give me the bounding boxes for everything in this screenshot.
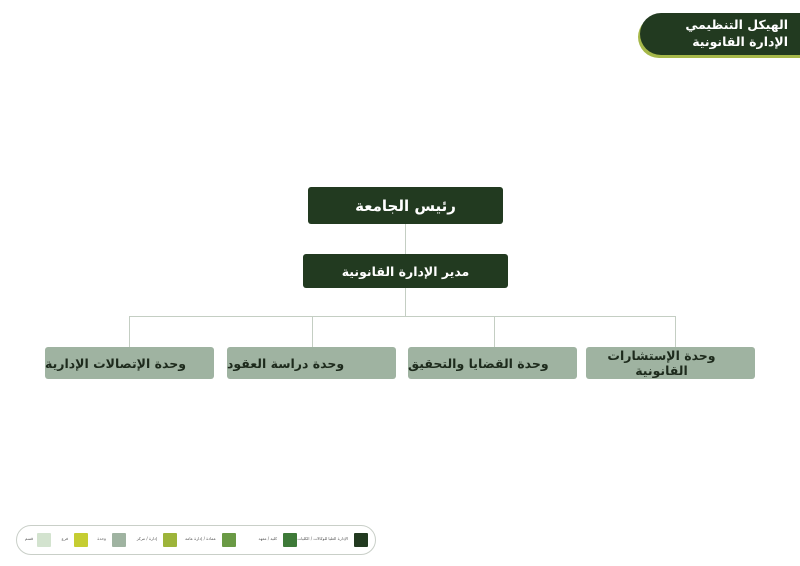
page-title-line2: الإدارة القانونية — [692, 34, 788, 49]
legend-swatch — [354, 533, 368, 547]
legend-label: إدارة / مركز — [136, 536, 157, 541]
legend-swatch — [283, 533, 297, 547]
unit-box-contracts-study — [227, 347, 396, 379]
legend-swatch — [112, 533, 126, 547]
president-label: رئيس الجامعة — [355, 196, 456, 215]
color-legend — [16, 525, 376, 555]
legend-label: الإدارة العليا للوكالات / الكليات — [297, 536, 348, 541]
connector-unit-2 — [494, 316, 495, 347]
connector-top-to-manager — [405, 224, 406, 255]
connector-manager-down — [405, 288, 406, 317]
connector-unit-1 — [675, 316, 676, 347]
legend-label: قسم — [24, 536, 33, 541]
page-title-badge — [640, 13, 800, 55]
unit-box-legal-consultations — [586, 347, 755, 379]
legend-swatch — [163, 533, 177, 547]
legend-label: فرع — [61, 536, 68, 541]
legend-swatch — [222, 533, 236, 547]
page-title-line1: الهيكل التنظيمي — [685, 17, 788, 32]
legend-swatch — [37, 533, 51, 547]
legal-manager-box — [303, 254, 508, 288]
legend-label: عمادة / إدارة عامة — [185, 536, 216, 541]
president-box — [308, 187, 503, 224]
unit-label: وحدة القضايا والتحقيق — [408, 355, 549, 371]
unit-label: وحدة الإستشارات القانونية — [607, 348, 716, 378]
connector-unit-4 — [129, 316, 130, 347]
legend-label: وحدة — [97, 536, 106, 541]
unit-box-admin-communications — [45, 347, 214, 379]
connector-unit-3 — [312, 316, 313, 347]
legend-label: كلية / معهد — [258, 536, 277, 541]
connector-horizontal-bar — [129, 316, 676, 317]
unit-label: وحدة دراسة العقود — [227, 355, 345, 371]
unit-label: وحدة الإتصالات الإدارية — [45, 355, 187, 371]
legal-manager-label: مدير الإدارة القانونية — [341, 263, 470, 279]
legend-swatch — [74, 533, 88, 547]
unit-box-cases-investigation — [408, 347, 577, 379]
